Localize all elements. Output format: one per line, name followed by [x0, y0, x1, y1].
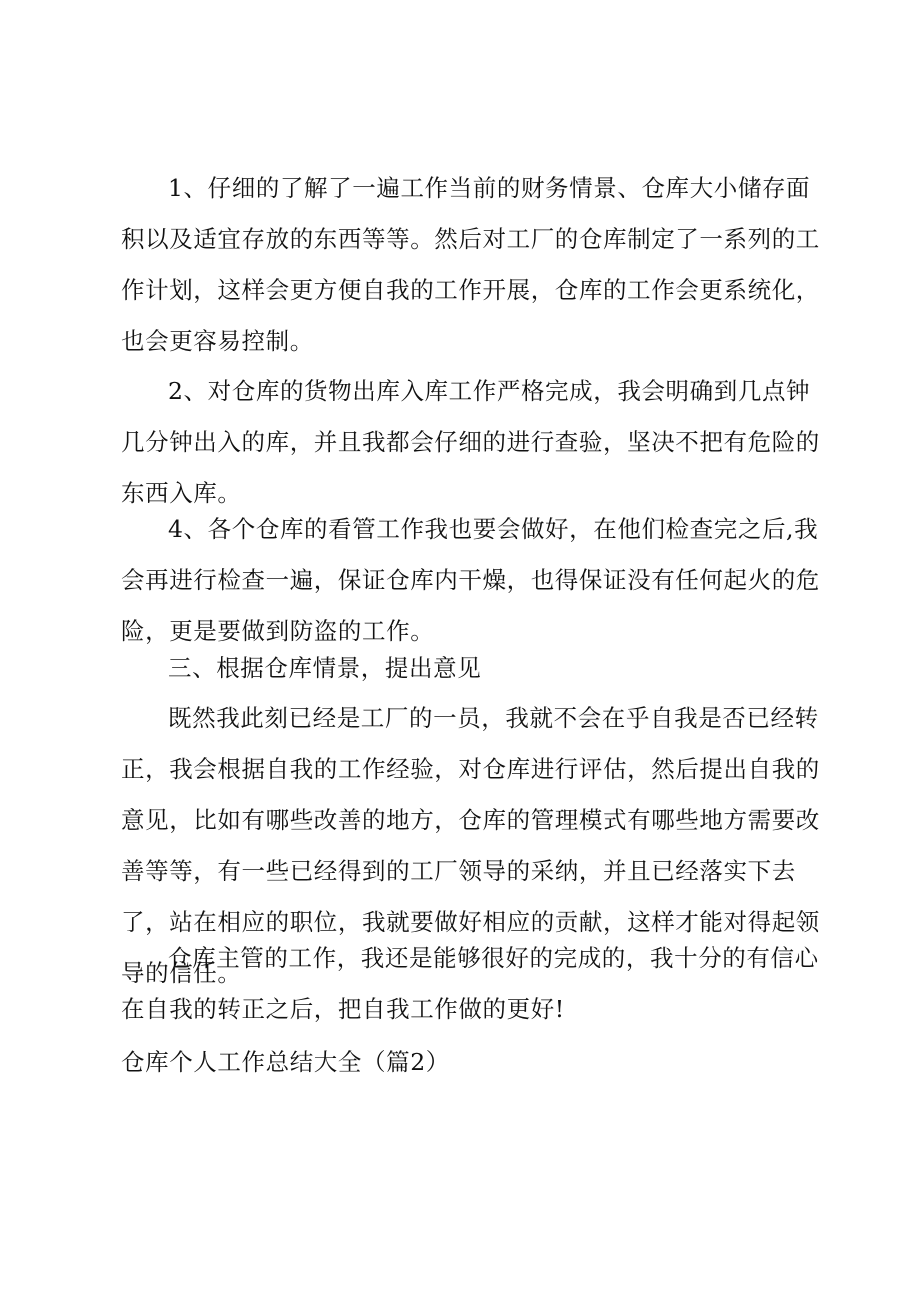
section-heading-3: 三、根据仓库情景，提出意见 — [168, 654, 482, 682]
paragraph-item-4: 4、各个仓库的看管工作我也要会做好，在他们检查完之后,我会再进行检查一遍，保证仓库内干燥，也得保证没有任何起火的危险，更是要做到防盗的工作。 — [121, 515, 820, 645]
paragraph-item-2: 2、对仓库的货物出库入库工作严格完成，我会明确到几点钟几分钟出入的库，并且我都会仔细的进行查验，坚决不把有危险的东西入库。 — [121, 377, 820, 507]
paragraph-conclusion: 仓库主管的工作，我还是能够很好的完成的，我十分的有信心在自我的转正之后，把自我工作做的更好! — [121, 944, 819, 1023]
paragraph-item-1: 1、仔细的了解了一遍工作当前的财务情景、仓库大小储存面积以及适宜存放的东西等等。然后对工厂的仓库制定了一系列的工作计划，这样会更方便自我的工作开展，仓库的工作会更系统化，也会更容易控制。 — [121, 174, 820, 355]
next-section-title: 仓库个人工作总结大全（篇2） — [121, 1048, 450, 1076]
paragraph-suggestions: 既然我此刻已经是工厂的一员，我就不会在乎自我是否已经转正，我会根据自我的工作经验，对仓库进行评估，然后提出自我的意见，比如有哪些改善的地方，仓库的管理模式有哪些地方需要改善等等，有一些已经得到的工厂领导的采纳，并且已经落实下去了，站在相应的职位，我就要做好相应的贡献，这样才能对得起领导的信任。 — [121, 704, 820, 987]
